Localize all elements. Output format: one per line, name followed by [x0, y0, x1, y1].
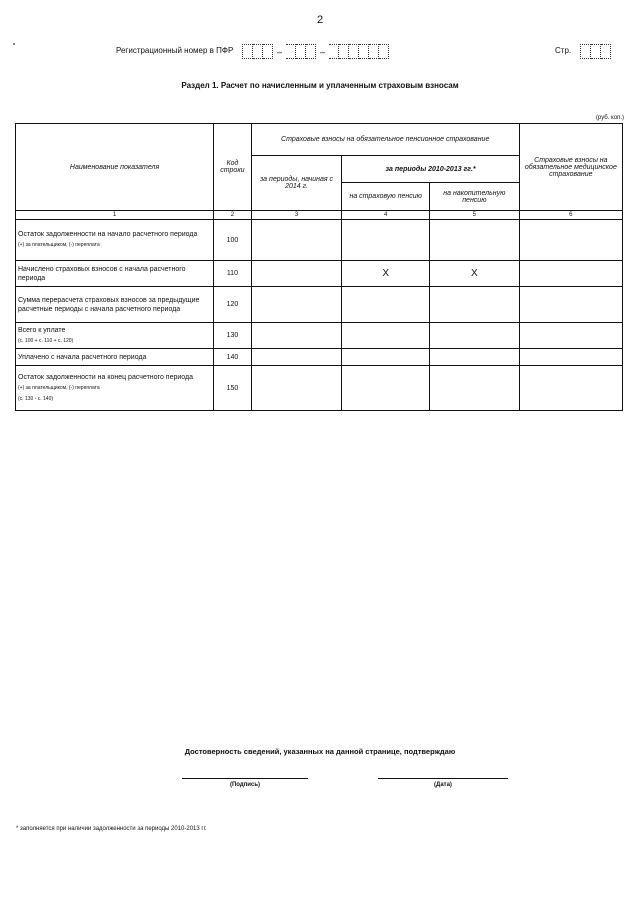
- row-name: Уплачено с начала расчетного периода: [18, 353, 147, 361]
- value-cell-medical[interactable]: [519, 349, 622, 366]
- value-cell-medical[interactable]: [519, 287, 622, 323]
- row-note: (+) за плательщиком, (-) переплата: [18, 242, 100, 248]
- row-code: 130: [214, 323, 252, 349]
- value-cell-since-2014[interactable]: [251, 287, 342, 323]
- page-number-field[interactable]: [580, 44, 611, 59]
- table-row: [16, 366, 623, 411]
- header-indicator-name: Наименование показателя: [16, 124, 214, 211]
- value-cell-medical[interactable]: [519, 366, 622, 411]
- row-note: (с. 100 + с. 110 + с. 120): [18, 337, 74, 344]
- row-name: Остаток задолженности на конец расчетного периода: [18, 373, 193, 381]
- value-cell-medical[interactable]: [519, 261, 622, 287]
- table-row: [16, 287, 623, 323]
- page-cell[interactable]: [601, 44, 611, 59]
- date-line[interactable]: [378, 778, 508, 779]
- col-number: 5: [429, 211, 519, 220]
- reg-cell[interactable]: [329, 44, 339, 59]
- section-title: Раздел 1. Расчет по начисленным и уплаченным страховым взносам: [181, 81, 459, 90]
- value-cell-funded[interactable]: [429, 220, 519, 261]
- table-row: [16, 220, 623, 261]
- reg-cell[interactable]: [339, 44, 349, 59]
- table-row: [16, 349, 623, 366]
- scan-speck: [13, 43, 15, 45]
- row-name-cell: [16, 220, 214, 261]
- reg-cell[interactable]: [286, 44, 296, 59]
- value-cell-funded[interactable]: [429, 366, 519, 411]
- signature-line[interactable]: [182, 778, 308, 779]
- header-medical: Страховые взносы на обязательное медицинское страхование: [519, 124, 622, 211]
- value-cell-insurance[interactable]: [342, 323, 430, 349]
- col-number: 2: [214, 211, 252, 220]
- reg-cell[interactable]: [296, 44, 306, 59]
- page-number: 2: [316, 14, 324, 26]
- value-cell-funded[interactable]: [429, 323, 519, 349]
- signature-caption: (Подпись): [229, 782, 261, 788]
- reg-cell[interactable]: [253, 44, 263, 59]
- reg-cell[interactable]: [306, 44, 316, 59]
- row-code: 150: [214, 366, 252, 411]
- header-insurance-pension: на страховую пенсию: [342, 183, 430, 211]
- row-name: Начислено страховых взносов с начала расчетного периода: [18, 265, 186, 282]
- value-cell-medical[interactable]: [519, 220, 622, 261]
- row-name: Всего к уплате: [18, 326, 66, 334]
- reg-separator: –: [320, 46, 326, 57]
- value-cell-since-2014[interactable]: [251, 366, 342, 411]
- table-row: [16, 323, 623, 349]
- row-name-cell: [16, 261, 214, 287]
- header-pension-group: Страховые взносы на обязательное пенсионное страхование: [251, 124, 519, 156]
- header-periods-2010-2013: за периоды 2010-2013 гг.*: [342, 156, 519, 183]
- reg-cell[interactable]: [349, 44, 359, 59]
- row-code: 120: [214, 287, 252, 323]
- reg-cell[interactable]: [242, 44, 253, 59]
- row-code: 100: [214, 220, 252, 261]
- value-cell-funded[interactable]: [429, 349, 519, 366]
- row-code: 110: [214, 261, 252, 287]
- footnote: * заполняется при наличии задолженности за периоды 2010-2013 гг.: [16, 826, 207, 832]
- row-note: (+) за плательщиком, (-) переплата: [18, 384, 100, 391]
- header-since-2014: за периоды, начиная с 2014 г.: [251, 156, 342, 211]
- row-formula: (с. 130 - с. 140): [18, 395, 54, 402]
- row-name-cell: [16, 287, 214, 323]
- row-code: 140: [214, 349, 252, 366]
- page-cell[interactable]: [580, 44, 591, 59]
- value-cell-since-2014[interactable]: [251, 349, 342, 366]
- header-funded-pension: на накопительную пенсию: [429, 183, 519, 211]
- value-cell-funded: X: [429, 261, 519, 287]
- value-cell-since-2014[interactable]: [251, 323, 342, 349]
- contributions-table: [15, 123, 623, 411]
- value-cell-insurance[interactable]: [342, 220, 430, 261]
- pfr-registration-label: Регистрационный номер в ПФР: [116, 46, 234, 55]
- value-cell-since-2014[interactable]: [251, 261, 342, 287]
- header-line-code: Код строки: [214, 124, 252, 211]
- confirmation-text: Достоверность сведений, указанных на данной странице, подтверждаю: [184, 747, 456, 756]
- value-cell-insurance[interactable]: [342, 366, 430, 411]
- page-cell[interactable]: [591, 44, 601, 59]
- value-cell-since-2014[interactable]: [251, 220, 342, 261]
- units-note: (руб. коп.): [595, 115, 624, 121]
- row-name-cell: [16, 366, 214, 411]
- value-cell-insurance[interactable]: [342, 349, 430, 366]
- value-cell-medical[interactable]: [519, 323, 622, 349]
- table-row: [16, 261, 623, 287]
- reg-cell[interactable]: [379, 44, 389, 59]
- value-cell-insurance[interactable]: [342, 287, 430, 323]
- pfr-registration-field[interactable]: [242, 44, 389, 59]
- page-label: Стр.: [555, 46, 572, 55]
- date-caption: (Дата): [434, 782, 452, 788]
- reg-cell[interactable]: [263, 44, 273, 59]
- col-number: 1: [16, 211, 214, 220]
- row-name-cell: [16, 349, 214, 366]
- col-number: 4: [342, 211, 430, 220]
- col-number: 6: [519, 211, 622, 220]
- value-cell-funded[interactable]: [429, 287, 519, 323]
- value-cell-insurance: X: [342, 261, 430, 287]
- row-name: Остаток задолженности на начало расчетного периода: [18, 231, 198, 238]
- row-name-cell: [16, 323, 214, 349]
- col-number: 3: [251, 211, 342, 220]
- reg-cell[interactable]: [369, 44, 379, 59]
- row-name: Сумма перерасчета страховых взносов за предыдущие расчетные периоды с начала расчетного периода: [18, 296, 200, 313]
- reg-separator: –: [277, 46, 283, 57]
- reg-cell[interactable]: [359, 44, 369, 59]
